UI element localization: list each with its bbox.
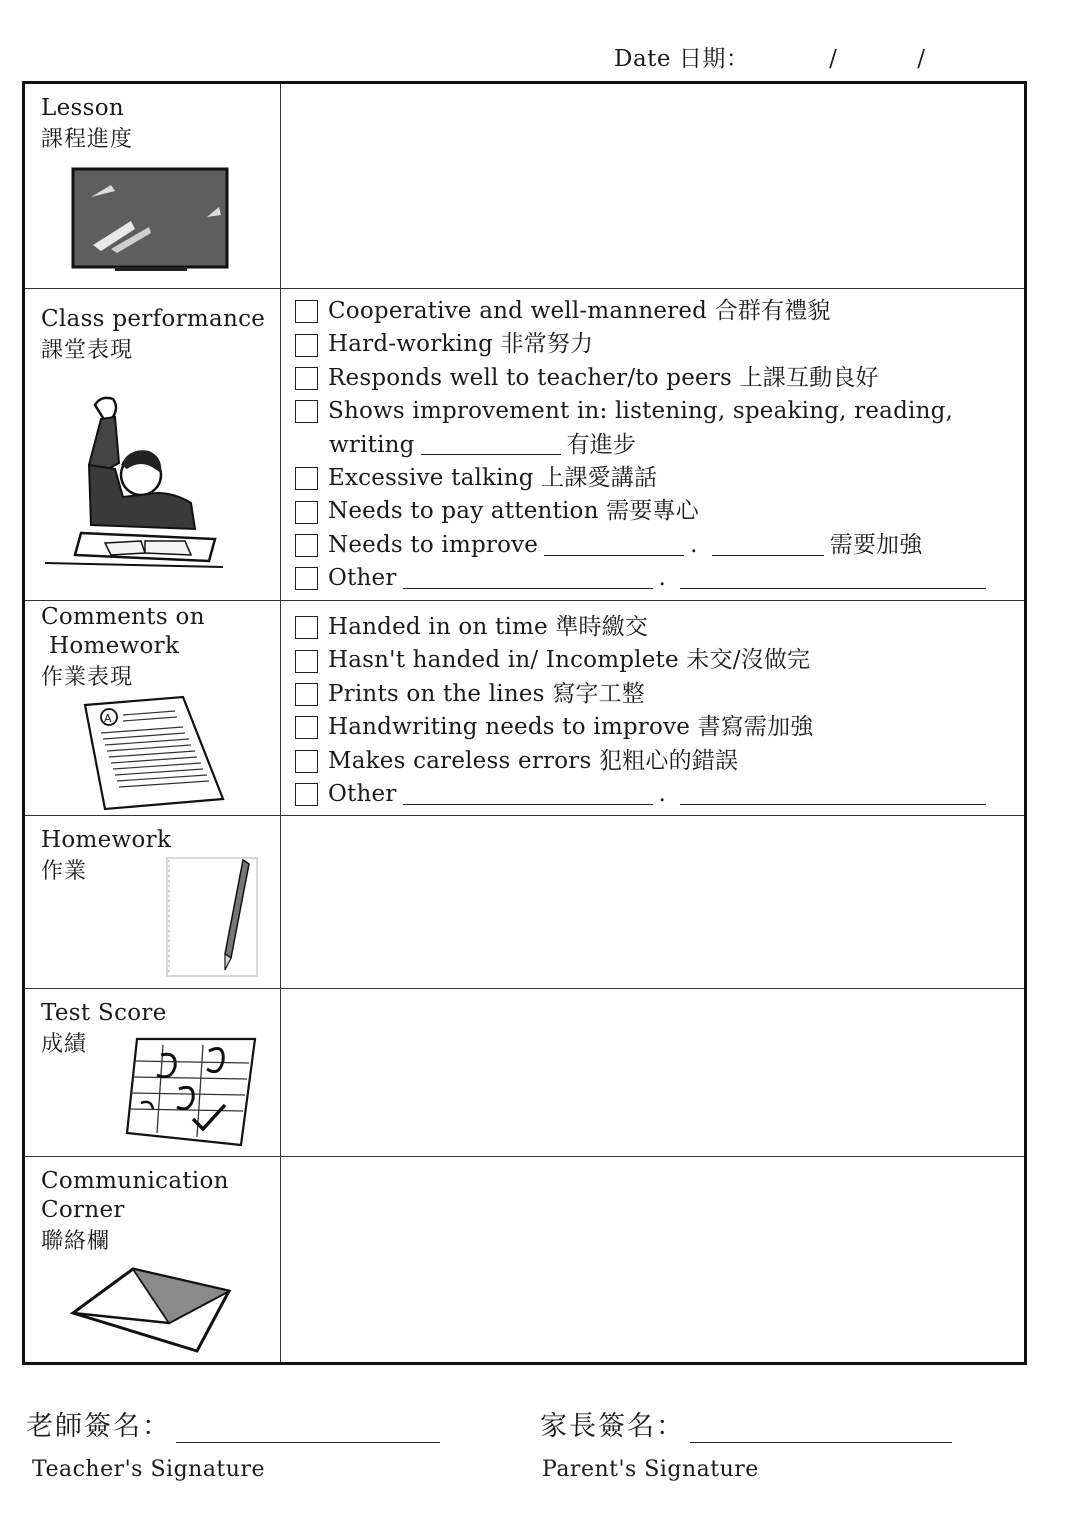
blank-field[interactable] [680,785,986,805]
communication-label-cell [25,1157,281,1362]
homework-label-zh: 作業 [41,859,88,884]
homework-row [25,816,1024,989]
lesson-label-zh: 課程進度 [41,127,134,152]
teacher-signature-block [26,1404,440,1482]
homework-comments-label: Comments on [41,604,205,630]
class-performance-label: Class performance [41,306,266,332]
checkbox-item[interactable]: Shows improvement in: listening, speaking, reading, [295,395,1024,428]
checkbox[interactable] [295,650,318,673]
test-score-label: Test Score [41,1000,167,1026]
checkbox[interactable] [295,716,318,739]
checkbox[interactable] [295,616,318,639]
date-separator: / [917,46,926,72]
lesson-row [25,84,1024,289]
blank-field[interactable] [544,536,684,556]
checkbox[interactable] [295,400,318,423]
envelope-icon [69,1263,233,1357]
homework-comments-label-line2: Homework [49,633,180,659]
student-raising-hand-icon [45,393,225,577]
blank-field[interactable] [403,785,653,805]
homework-content[interactable] [281,816,1024,988]
test-score-row [25,989,1024,1157]
blank-field[interactable] [421,435,561,455]
checkbox[interactable] [295,783,318,806]
class-performance-label-zh: 課堂表現 [41,338,134,363]
checkbox[interactable] [295,467,318,490]
homework-label-cell [25,816,281,988]
homework-comments-checklist [281,601,1024,815]
checkbox[interactable] [295,750,318,773]
communication-row [25,1157,1024,1362]
parent-signature-label: Parent's Signature [542,1457,759,1482]
checkbox[interactable] [295,334,318,357]
chalkboard-icon [71,167,231,273]
date-separator: / [829,46,838,72]
parent-signature-line[interactable] [690,1413,952,1443]
checkbox-item[interactable]: Responds well to teacher/to peers 上課互動良好 [295,362,1024,395]
svg-text:A: A [104,712,112,725]
checkbox-item[interactable]: Hasn't handed in/ Incomplete 未交/沒做完 [295,644,1024,677]
checkbox-item[interactable]: Needs to pay attention 需要專心 [295,495,1024,528]
lesson-label: Lesson [41,95,124,121]
homework-comments-row [25,601,1024,816]
report-form [22,81,1027,1365]
checkbox-item-continuation: writing 有進步 [329,431,637,458]
lesson-label-cell [25,84,281,288]
checkbox[interactable] [295,567,318,590]
test-score-label-cell [25,989,281,1156]
teacher-signature-line[interactable] [176,1413,440,1443]
test-score-label-zh: 成績 [41,1032,88,1057]
test-score-content[interactable] [281,989,1024,1156]
communication-label-zh: 聯絡欄 [41,1229,111,1254]
blank-field[interactable] [680,569,986,589]
checkbox[interactable] [295,501,318,524]
class-performance-label-cell [25,289,281,600]
date-field [614,40,925,73]
checkbox-item[interactable]: Needs to improve . 需要加強 [295,529,1024,562]
homework-comments-label-zh: 作業表現 [41,665,134,690]
parent-signature-block [540,1404,952,1482]
graded-paper-icon [79,695,229,813]
communication-content[interactable] [281,1157,1024,1362]
checkbox-item[interactable]: Handed in on time 準時繳交 [295,611,1024,644]
parent-signature-label-zh: 家長簽名： [540,1411,685,1442]
communication-label-line2: Corner [41,1197,125,1223]
test-score-paper-icon [123,1033,259,1151]
teacher-signature-label-zh: 老師簽名： [26,1411,171,1442]
checkbox-item[interactable]: Other . [295,562,1024,595]
homework-label: Homework [41,827,172,853]
blank-field[interactable] [712,536,824,556]
checkbox-item[interactable]: Excessive talking 上課愛講話 [295,462,1024,495]
checkbox-item[interactable]: Makes careless errors 犯粗心的錯誤 [295,745,1024,778]
checkbox-item[interactable]: Hard-working 非常努力 [295,328,1024,361]
blank-field[interactable] [403,569,653,589]
checkbox[interactable] [295,367,318,390]
checkbox-item[interactable]: Cooperative and well-mannered 合群有禮貌 [295,295,1024,328]
lesson-content[interactable] [281,84,1024,288]
checkbox[interactable] [295,683,318,706]
checkbox[interactable] [295,300,318,323]
checkbox[interactable] [295,534,318,557]
teacher-signature-label: Teacher's Signature [32,1457,265,1482]
communication-label: Communication [41,1168,229,1194]
pencil-notebook-icon [163,854,263,980]
class-performance-row [25,289,1024,601]
checkbox-item[interactable]: Handwriting needs to improve 書寫需加強 [295,711,1024,744]
class-performance-checklist [281,289,1024,600]
checkbox-item[interactable]: Other . [295,778,1024,811]
checkbox-item[interactable]: Prints on the lines 寫字工整 [295,678,1024,711]
date-label: Date 日期： [614,46,750,72]
homework-comments-label-cell [25,601,281,815]
